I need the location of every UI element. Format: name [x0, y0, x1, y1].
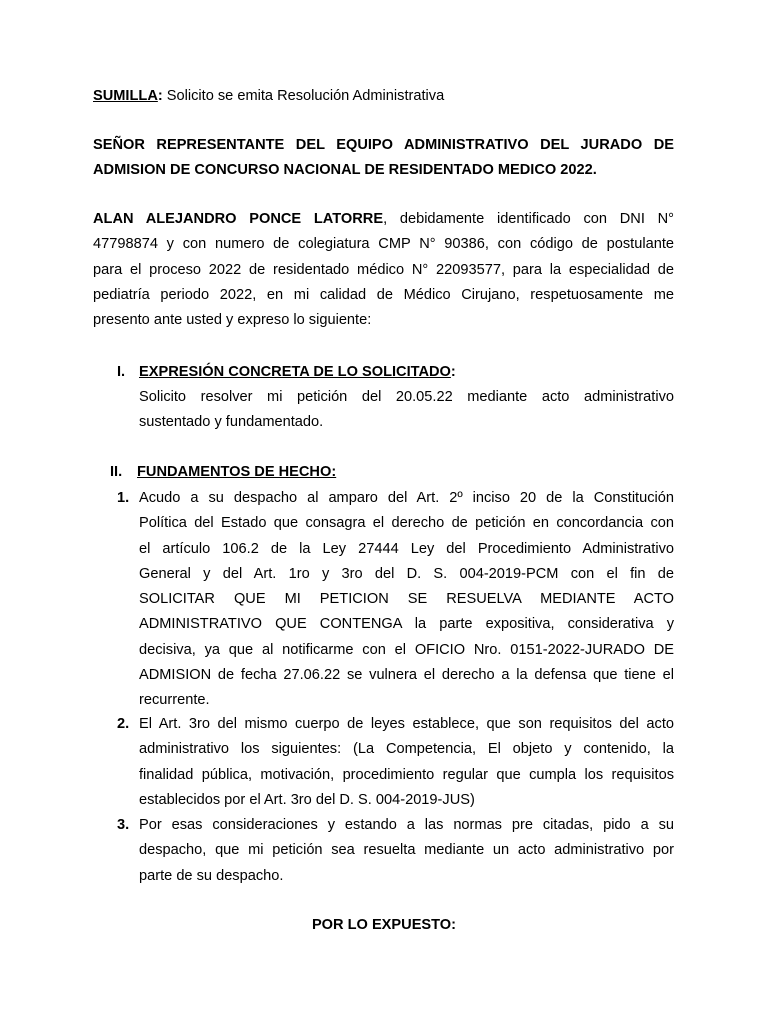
list-item-line: General y del Art. 1ro y 3ro del D. S. 004-2019-PCM con el fin de [139, 565, 674, 582]
section-1-line-1: Solicito resolver mi petición del 20.05.22 mediante acto administrativo [139, 389, 674, 405]
intro-line-3: para el proceso 2022 de residentado médico N° 22093577, para la especialidad de [93, 261, 674, 278]
list-item-line: ADMISION de fecha 27.06.22 se vulnera el derecho a la defensa que tiene el [139, 667, 674, 684]
list-item-line: parte de su despacho. [139, 867, 284, 884]
intro-line-2: 47798874 y con numero de colegiatura CMP N° 90386, con código de postulante [93, 236, 674, 253]
addressee-line-1: SEÑOR REPRESENTANTE DEL EQUIPO ADMINISTRATIVO DEL JURADO DE [93, 137, 674, 153]
addressee-line-2: ADMISION DE CONCURSO NACIONAL DE RESIDENTADO MEDICO 2022. [93, 162, 597, 179]
list-item-number: 2. [117, 716, 130, 732]
sumilla-label: SUMILLA [93, 88, 158, 104]
addressee-heading [93, 133, 674, 184]
closing-heading: POR LO EXPUESTO: [311, 917, 457, 933]
list-item-number: 3. [117, 817, 130, 833]
applicant-name: ALAN ALEJANDRO PONCE LATORRE [93, 211, 384, 227]
section-1-title-wrap [139, 360, 456, 385]
list-item-line: SOLICITAR QUE MI PETICION SE RESUELVA MEDIANTE ACTO [139, 591, 674, 608]
list-item-line: decisiva, ya que al notificarme con el OFICIO Nro. 0151-2022-JURADO DE [139, 641, 674, 658]
list-item-text [139, 813, 674, 889]
list-item-text [139, 712, 674, 813]
list-item-line: El Art. 3ro del mismo cuerpo de leyes establece, que son requisitos del acto [139, 716, 674, 732]
sumilla-colon: : [157, 88, 163, 104]
section-2-number: II. [110, 464, 123, 480]
list-item-line: Acudo a su despacho al amparo del Art. 2º inciso 20 de la Constitución [139, 490, 674, 506]
list-item-line: finalidad pública, motivación, procedimiento regular que cumpla los requisitos [139, 766, 674, 783]
section-1-colon: : [450, 364, 456, 380]
list-item-line: el artículo 106.2 de la Ley 27444 Ley del Procedimiento Administrativo [139, 540, 674, 557]
list-item-text [139, 486, 674, 714]
list-item-number: 1. [117, 490, 130, 506]
section-1-line-2: sustentado y fundamentado. [139, 414, 324, 431]
section-1-number: I. [117, 364, 126, 380]
intro-line-1-rest: , debidamente identificado con DNI N° [383, 211, 674, 227]
list-item-line: despacho, que mi petición sea resuelta mediante un acto administrativo por [139, 842, 674, 859]
list-item-line: Política del Estado que consagra el derecho de petición en concordancia con [139, 515, 674, 532]
section-1-title: EXPRESIÓN CONCRETA DE LO SOLICITADO [139, 364, 451, 380]
list-item-line: ADMINISTRATIVO QUE CONTENGA la parte expositiva, considerativa y [139, 616, 674, 633]
intro-line-4: pediatría periodo 2022, en mi calidad de Médico Cirujano, respetuosamente me [93, 286, 674, 303]
sumilla-line [93, 84, 674, 109]
list-item-line: Por esas consideraciones y estando a las normas pre citadas, pido a su [139, 817, 674, 833]
list-item-line: administrativo los siguientes: (La Competencia, El objeto y contenido, la [139, 741, 674, 758]
intro-line-1 [93, 207, 674, 232]
section-2-title: FUNDAMENTOS DE HECHO: [137, 464, 337, 480]
section-1-body [139, 385, 674, 436]
intro-paragraph [93, 207, 674, 333]
list-item-line: establecidos por el Art. 3ro del D. S. 004-2019-JUS) [139, 791, 475, 808]
list-item-line: recurrente. [139, 692, 210, 709]
sumilla-text: Solicito se emita Resolución Administrativa [162, 88, 445, 104]
intro-line-5: presento ante usted y expreso lo siguiente: [93, 312, 372, 329]
